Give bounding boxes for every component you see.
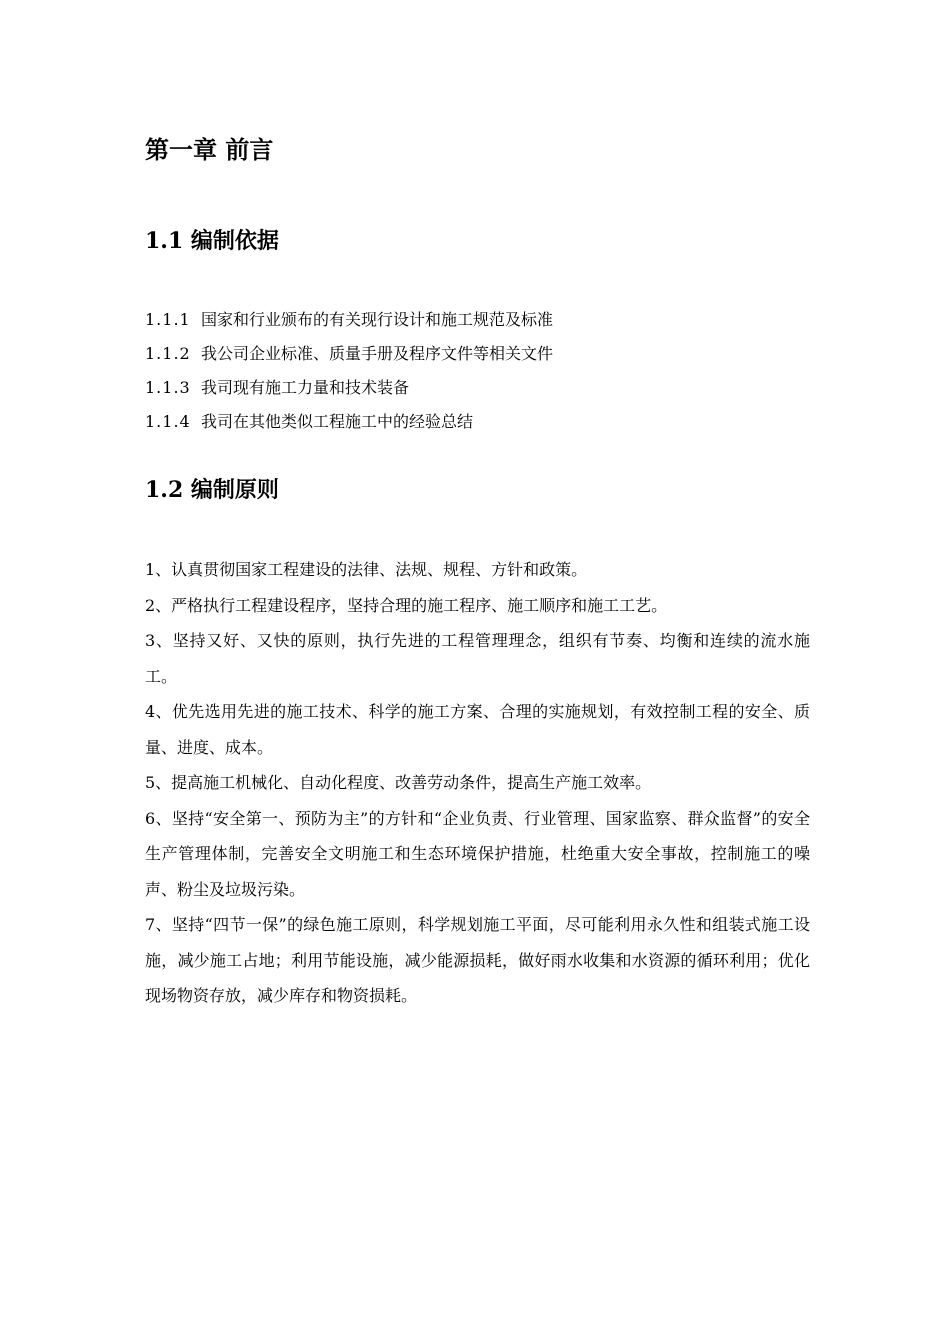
section-title-principles: 1.2 编制原则 <box>145 477 279 503</box>
basis-item-text: 我公司企业标准、质量手册及程序文件等相关文件 <box>201 344 554 363</box>
chapter-title: 第一章 前言 <box>145 135 274 164</box>
basis-item-number: 1.1.4 <box>145 412 191 431</box>
basis-item-number: 1.1.3 <box>145 378 191 397</box>
principle-item-3: 3、坚持又好、又快的原则，执行先进的工程管理理念，组织有节奏、均衡和连续的流水施工。 <box>145 631 810 686</box>
basis-item <box>145 405 553 439</box>
section-title-basis: 1.1 编制依据 <box>145 228 279 254</box>
principle-item-4: 4、优先选用先进的施工技术、科学的施工方案、合理的实施规划，有效控制工程的安全、质量、进度、成本。 <box>145 702 810 757</box>
basis-item-text: 我司在其他类似工程施工中的经验总结 <box>201 412 474 431</box>
principles-list <box>145 552 810 1014</box>
principle-item-2: 2、严格执行工程建设程序，坚持合理的施工程序、施工顺序和施工工艺。 <box>145 595 668 615</box>
principle-item-5: 5、提高施工机械化、自动化程度、改善劳动条件，提高生产施工效率。 <box>145 773 652 792</box>
basis-item-text: 国家和行业颁布的有关现行设计和施工规范及标准 <box>201 310 554 329</box>
principle-item-6: 6、坚持“安全第一、预防为主”的方针和“企业负责、行业管理、国家监察、群众监督”的安全生产管理体制，完善安全文明施工和生态环境保护措施，杜绝重大安全事故，控制施工的噪声、粉尘及垃圾污染。 <box>145 808 810 899</box>
basis-item <box>145 337 553 371</box>
basis-item-number: 1.1.2 <box>145 344 191 363</box>
basis-item-text: 我司现有施工力量和技术装备 <box>201 378 410 397</box>
principle-item-1: 1、认真贯彻国家工程建设的法律、法规、规程、方针和政策。 <box>145 560 588 579</box>
basis-item-number: 1.1.1 <box>145 310 191 329</box>
basis-list <box>145 303 553 439</box>
basis-item <box>145 303 553 337</box>
basis-item <box>145 371 553 405</box>
principle-item-7: 7、坚持“四节一保”的绿色施工原则，科学规划施工平面，尽可能利用永久性和组装式施工设施，减少施工占地；利用节能设施，减少能源损耗，做好雨水收集和水资源的循环利用；优化现场物资存放，减少库存和物资损耗。 <box>145 915 810 1005</box>
